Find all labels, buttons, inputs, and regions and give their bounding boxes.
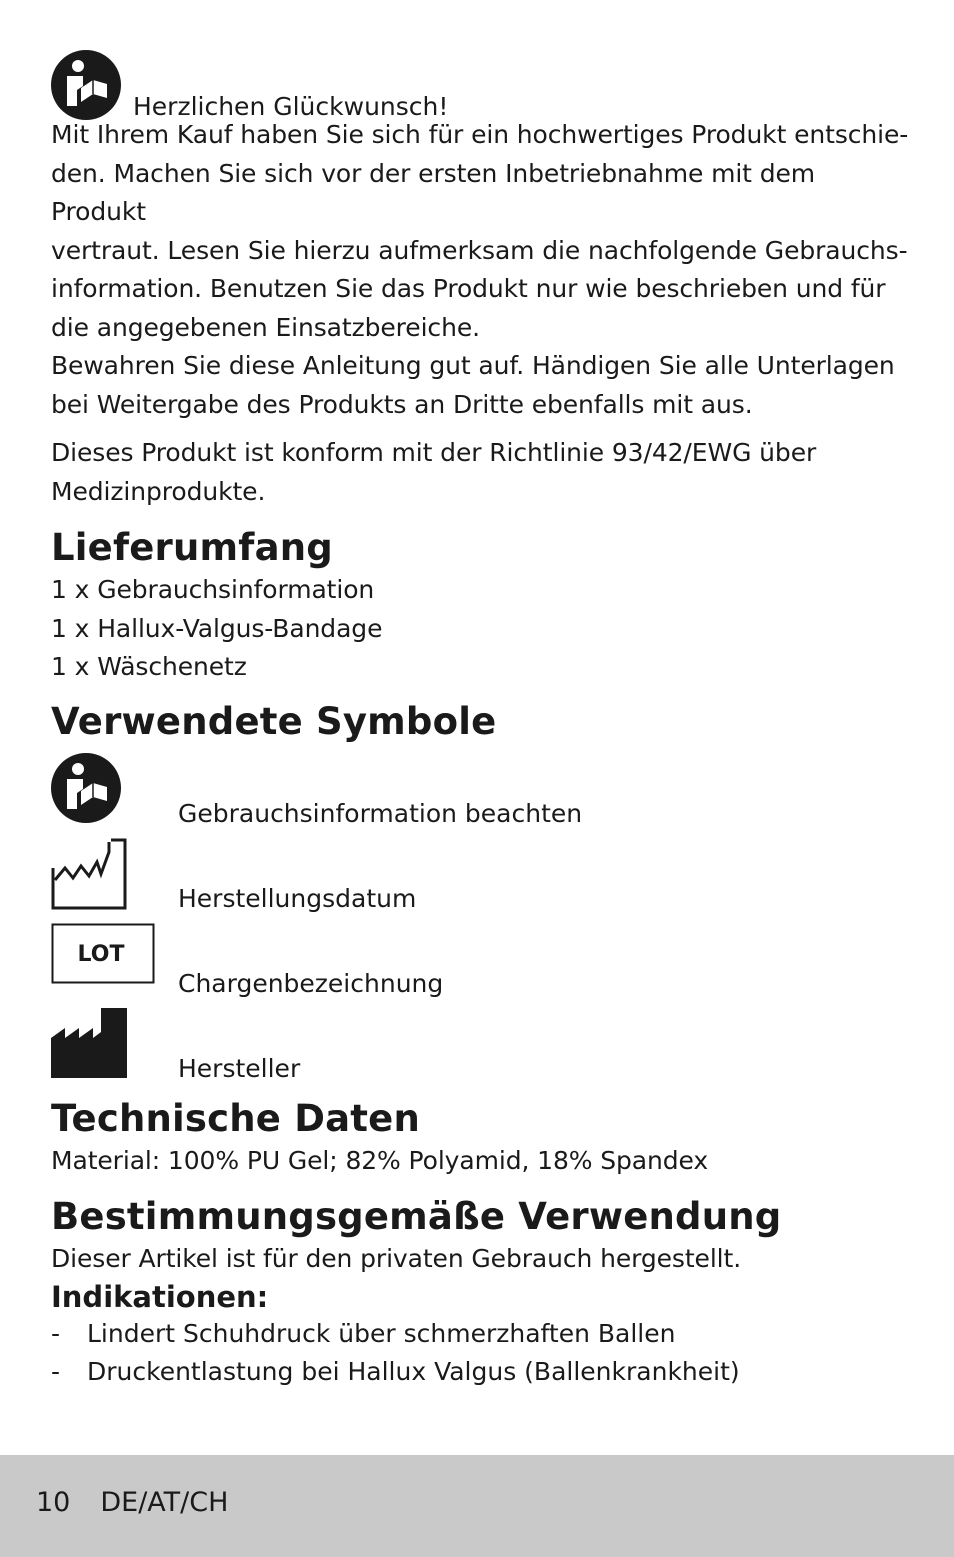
list-dash: -	[51, 1356, 61, 1386]
page-footer	[0, 1455, 954, 1557]
scope-item: 1 x Wäschenetz	[51, 652, 247, 681]
symbols-heading: Verwendete Symbole	[51, 699, 497, 743]
scope-item: 1 x Gebrauchsinformation	[51, 575, 375, 604]
document-page	[51, 50, 911, 1391]
list-item	[51, 1315, 911, 1353]
symbol-label: Herstellungsdatum	[178, 883, 417, 913]
usage-heading: Bestimmungsgemäße Verwendung	[51, 1195, 782, 1238]
read-manual-icon	[51, 753, 121, 823]
greeting-text: Herzlichen Glückwunsch!	[133, 92, 449, 121]
region-label: DE/AT/CH	[100, 1487, 229, 1518]
intro-greeting-line	[51, 50, 911, 121]
material-text: Material: 100% PU Gel; 82% Polyamid, 18% Spandex	[51, 1145, 709, 1175]
lot-icon	[51, 923, 155, 985]
list-item-text: Druckentlastung bei Hallux Valgus (Ballenkrankheit)	[87, 1356, 740, 1386]
symbol-label: Hersteller	[178, 1053, 301, 1083]
list-item	[51, 1353, 911, 1391]
read-manual-icon	[51, 50, 121, 120]
scope-item: 1 x Hallux-Valgus-Bandage	[51, 613, 383, 643]
technical-heading: Technische Daten	[51, 1096, 420, 1140]
conformity-paragraph: Dieses Produkt ist konform mit der Richtlinie 93/42/EWG über Medizinprodukte.	[51, 438, 817, 506]
symbol-row	[51, 923, 911, 1008]
manufacturer-icon	[51, 1008, 127, 1080]
intro-paragraph: Mit Ihrem Kauf haben Sie sich für ein hochwertiges Produkt entschie- den. Machen Sie sich vor der ersten Inbetriebnahme mit dem Produkt vertraut. Lesen Sie hierzu aufmerksam die nachfolgende Gebrauchs- information. Benutzen Sie das Produkt nur wie beschrieben und für die angegebenen Einsatzbereiche. Bewahren Sie diese Anleitung gut auf. Händigen Sie alle Unterlagen bei Weitergabe des Produkts an Dritte ebenfalls mit aus.	[51, 120, 909, 419]
list-item-text: Lindert Schuhdruck über schmerzhaften Ballen	[87, 1318, 676, 1348]
manufacture-date-icon	[51, 838, 129, 910]
symbol-label: Gebrauchsinformation beachten	[178, 798, 583, 828]
page-number: 10	[36, 1487, 71, 1518]
list-dash: -	[51, 1318, 61, 1348]
usage-text: Dieser Artikel ist für den privaten Gebrauch hergestellt.	[51, 1244, 742, 1273]
indications-heading: Indikationen:	[51, 1279, 269, 1314]
scope-heading: Lieferumfang	[51, 526, 333, 569]
symbol-row	[51, 838, 911, 923]
symbol-row	[51, 1008, 911, 1093]
symbol-row	[51, 753, 911, 838]
lot-icon-text: LOT	[77, 941, 125, 967]
symbol-label: Chargenbezeichnung	[178, 968, 444, 998]
